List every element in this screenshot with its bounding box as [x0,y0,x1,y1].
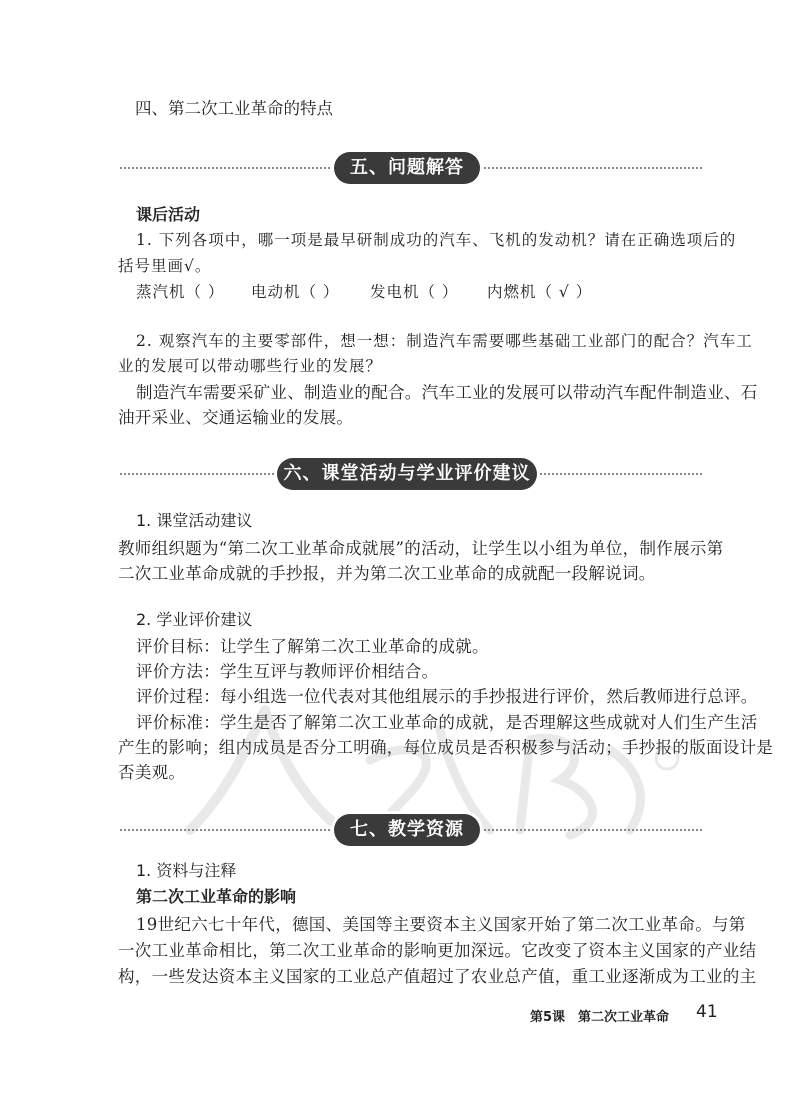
evaluation-standard-line-1: 评价标准：学生是否了解第二次工业革命的成就，是否理解这些成就对人们生产生活 [136,713,758,732]
resource-text-line-2: 一次工业革命相比，第二次工业革命的影响更加深远。它改变了资本主义国家的产业结 [118,941,757,960]
evaluation-process: 评价过程：每小组选一位代表对其他组展示的手抄报进行评价，然后教师进行总评。 [136,687,758,706]
question-1-line-1: 1. 下列各项中，哪一项是最早研制成功的汽车、飞机的发动机？请在正确选项后的 [136,231,737,249]
subsection-materials: 1. 资料与注释 [136,861,237,880]
evaluation-standard-line-2: 产生的影响；组内成员是否分工明确，每位成员是否积极参与活动；手抄报的版面设计是 [118,738,774,757]
section-4-heading: 四、第二次工业革命的特点 [135,99,333,118]
evaluation-standard-line-3: 否美观。 [118,763,186,782]
answer-2-line-1: 制造汽车需要采矿业、制造业的配合。汽车工业的发展可以带动汽车配件制造业、石 [136,383,758,402]
option-generator: 发电机（ ） [370,283,459,301]
question-1-line-2: 括号里画√。 [118,257,212,275]
activity-text-line-1: 教师组织题为“第二次工业革命成就展”的活动，让学生以小组为单位，制作展示第 [118,539,724,558]
topic-heading: 第二次工业革命的影响 [136,887,297,906]
evaluation-method: 评价方法：学生互评与教师评价相结合。 [136,662,439,681]
answer-2-line-2: 油开采业、交通运输业的发展。 [118,408,354,427]
activity-text-line-2: 二次工业革命成就的手抄报，并为第二次工业革命的成就配一段解说词。 [118,564,656,583]
option-steam-engine: 蒸汽机（ ） [136,283,225,301]
option-electric-motor: 电动机（ ） [251,283,340,301]
activity-label: 课后活动 [136,205,201,224]
subsection-classroom-activity: 1. 课堂活动建议 [136,511,253,530]
footer-lesson-title: 第5课 第二次工业革命 [530,1010,670,1025]
section-7-title: 七、教学资源 [334,814,480,846]
resource-text-line-1: 19世纪六七十年代，德国、美国等主要资本主义国家开始了第二次工业革命。与第 [136,915,746,934]
subsection-evaluation: 2. 学业评价建议 [136,610,253,629]
section-6-title: 六、课堂活动与学业评价建议 [277,458,537,490]
question-2-line-1: 2. 观察汽车的主要零部件，想一想：制造汽车需要哪些基础工业部门的配合？汽车工 [136,332,753,350]
resource-text-line-3: 构，一些发达资本主义国家的工业总产值超过了农业总产值，重工业逐渐成为工业的主 [118,967,757,986]
section-5-title: 五、问题解答 [334,152,480,184]
option-internal-combustion-engine: 内燃机（ √ ） [487,283,593,301]
page-number: 41 [696,1002,718,1022]
evaluation-goal: 评价目标：让学生了解第二次工业革命的成就。 [136,637,489,656]
question-2-line-2: 业的发展可以带动哪些行业的发展？ [118,357,383,375]
